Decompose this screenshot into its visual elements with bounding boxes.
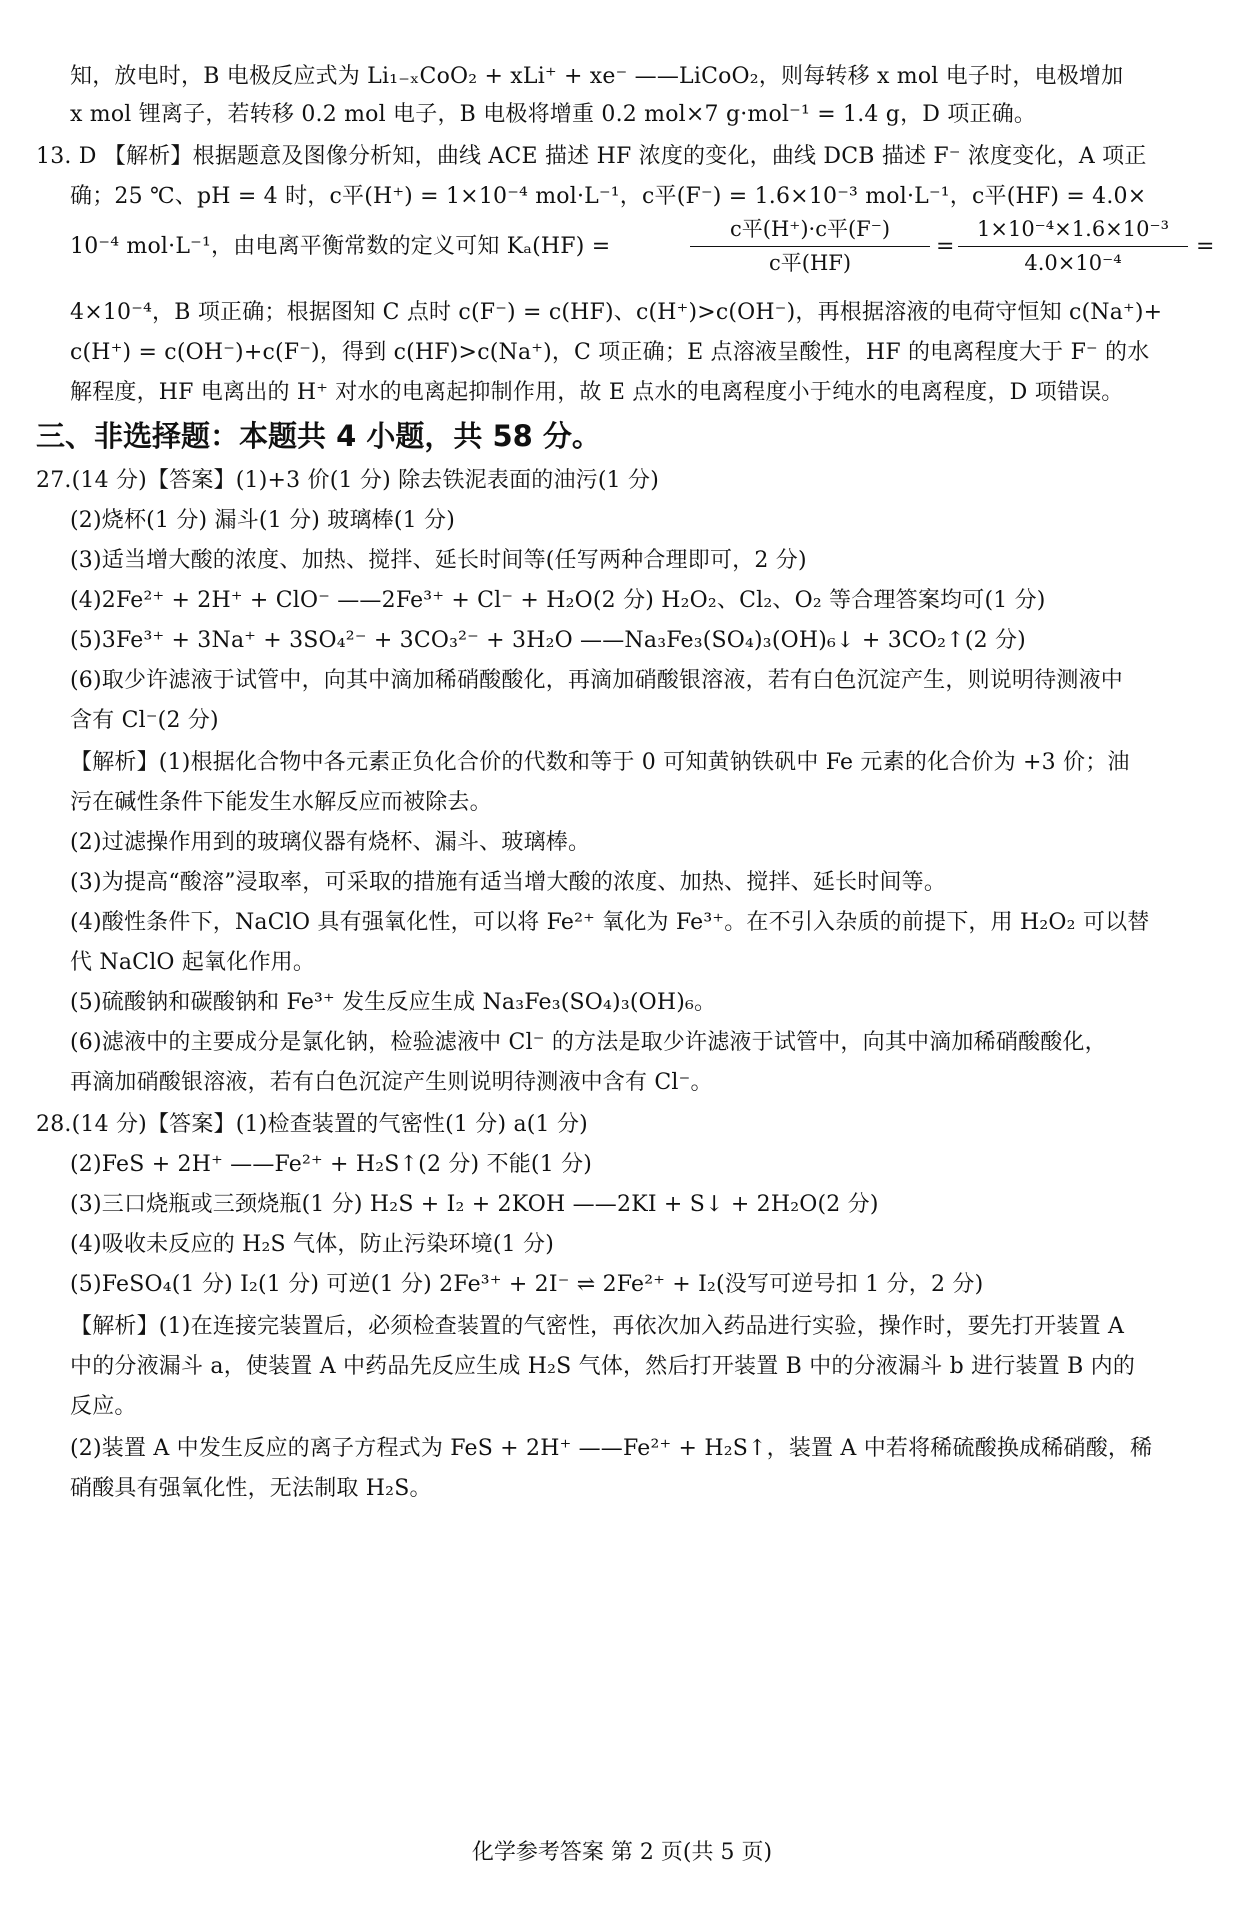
text-line: (3)三口烧瓶或三颈烧瓶(1 分) H₂S + I₂ + 2KOH ——2KI + S↓ + 2H₂O(2 分) [70,1192,879,1217]
q27-answer: 27.(14 分)【答案】(1)+3 价(1 分) 除去铁泥表面的油污(1 分) [36,468,660,493]
text-line: 含有 Cl⁻(2 分) [70,708,219,733]
text-line: 再滴加硝酸银溶液，若有白色沉淀产生则说明待测液中含有 Cl⁻。 [70,1070,713,1095]
text-line: (6)取少许滤液于试管中，向其中滴加稀硝酸酸化，再滴加硝酸银溶液，若有白色沉淀产生，则说明待测液中 [70,668,1123,693]
text-line: (2)装置 A 中发生反应的离子方程式为 FeS + 2H⁺ ——Fe²⁺ + H₂S↑，装置 A 中若将稀硫酸换成稀硝酸，稀 [70,1436,1153,1461]
text-line: (2)FeS + 2H⁺ ——Fe²⁺ + H₂S↑(2 分) 不能(1 分) [70,1152,593,1177]
fraction-denominator: c平(HF) [768,251,852,275]
section-heading: 三、非选择题：本题共 4 小题，共 58 分。 [36,419,601,453]
text-line: 反应。 [70,1394,137,1419]
equals-sign: = [1196,234,1215,259]
text-line: x mol 锂离子，若转移 0.2 mol 电子，B 电极将增重 0.2 mol×7 g·mol⁻¹ = 1.4 g，D 项正确。 [70,102,1037,127]
text-line: (2)烧杯(1 分) 漏斗(1 分) 玻璃棒(1 分) [70,508,456,533]
text-line: (5)硫酸钠和碳酸钠和 Fe³⁺ 发生反应生成 Na₃Fe₃(SO₄)₃(OH)₆。 [70,990,717,1015]
equals-sign: = [936,234,955,259]
text-line: (6)滤液中的主要成分是氯化钠，检验滤液中 Cl⁻ 的方法是取少许滤液于试管中，向其中滴加稀硝酸酸化， [70,1030,1107,1055]
fraction-denominator: 4.0×10⁻⁴ [1024,251,1122,275]
q13-line: 13. D 【解析】根据题意及图像分析知，曲线 ACE 描述 HF 浓度的变化，曲线 DCB 描述 F⁻ 浓度变化，A 项正 [36,144,1147,169]
text-line: (3)适当增大酸的浓度、加热、搅拌、延长时间等(任写两种合理即可，2 分) [70,548,807,573]
text-line: 解程度，HF 电离出的 H⁺ 对水的电离起抑制作用，故 E 点水的电离程度小于纯水的电离程度，D 项错误。 [70,380,1124,405]
text-line: (4)酸性条件下，NaClO 具有强氧化性，可以将 Fe²⁺ 氧化为 Fe³⁺。在不引入杂质的前提下，用 H₂O₂ 可以替 [70,910,1150,935]
fraction-bar [690,246,930,247]
fraction-bar [958,246,1188,247]
text-line: (3)为提高“酸溶”浸取率，可采取的措施有适当增大酸的浓度、加热、搅拌、延长时间等。 [70,870,947,895]
text-line: c(H⁺) = c(OH⁻)+c(F⁻)，得到 c(HF)>c(Na⁺)，C 项正确；E 点溶液呈酸性，HF 的电离程度大于 F⁻ 的水 [70,340,1150,365]
text-line: 确；25 ℃、pH = 4 时，c平(H⁺) = 1×10⁻⁴ mol·L⁻¹，c平(F⁻) = 1.6×10⁻³ mol·L⁻¹，c平(HF) = 4.0× [70,184,1147,209]
q28-answer: 28.(14 分)【答案】(1)检查装置的气密性(1 分) a(1 分) [36,1112,588,1137]
analysis-line: 【解析】(1)在连接完装置后，必须检查装置的气密性，再依次加入药品进行实验，操作时，要先打开装置 A [70,1314,1125,1339]
text-line: 10⁻⁴ mol·L⁻¹，由电离平衡常数的定义可知 Kₐ(HF) = [70,234,611,259]
fraction-numerator: 1×10⁻⁴×1.6×10⁻³ [977,217,1169,241]
text-line: 硝酸具有强氧化性，无法制取 H₂S。 [70,1476,432,1501]
text-line: 中的分液漏斗 a，使装置 A 中药品先反应生成 H₂S 气体，然后打开装置 B 中的分液漏斗 b 进行装置 B 内的 [70,1354,1136,1379]
text-line: (2)过滤操作用到的玻璃仪器有烧杯、漏斗、玻璃棒。 [70,830,591,855]
text-line: (5)FeSO₄(1 分) I₂(1 分) 可逆(1 分) 2Fe³⁺ + 2I⁻ ⇌ 2Fe²⁺ + I₂(没写可逆号扣 1 分，2 分) [70,1272,984,1297]
text-line: (4)吸收未反应的 H₂S 气体，防止污染环境(1 分) [70,1232,554,1257]
text-line: 代 NaClO 起氧化作用。 [70,950,316,975]
text-line: 4×10⁻⁴，B 项正确；根据图知 C 点时 c(F⁻) = c(HF)、c(H⁺)>c(OH⁻)，再根据溶液的电荷守恒知 c(Na⁺)+ [70,300,1163,325]
fraction-numerator: c平(H⁺)·c平(F⁻) [729,217,891,241]
analysis-line: 【解析】(1)根据化合物中各元素正负化合价的代数和等于 0 可知黄钠铁矾中 Fe 元素的化合价为 +3 价；油 [70,750,1130,775]
text-line: (4)2Fe²⁺ + 2H⁺ + ClO⁻ ——2Fe³⁺ + Cl⁻ + H₂O(2 分) H₂O₂、Cl₂、O₂ 等合理答案均可(1 分) [70,588,1046,613]
text-line: (5)3Fe³⁺ + 3Na⁺ + 3SO₄²⁻ + 3CO₃²⁻ + 3H₂O ——Na₃Fe₃(SO₄)₃(OH)₆↓ + 3CO₂↑(2 分) [70,628,1026,653]
text-line: 污在碱性条件下能发生水解反应而被除去。 [70,790,492,815]
text-line: 知，放电时，B 电极反应式为 Li₁₋ₓCoO₂ + xLi⁺ + xe⁻ ——LiCoO₂，则每转移 x mol 电子时，电极增加 [70,64,1124,89]
page-footer: 化学参考答案 第 2 页(共 5 页) [471,1840,773,1865]
